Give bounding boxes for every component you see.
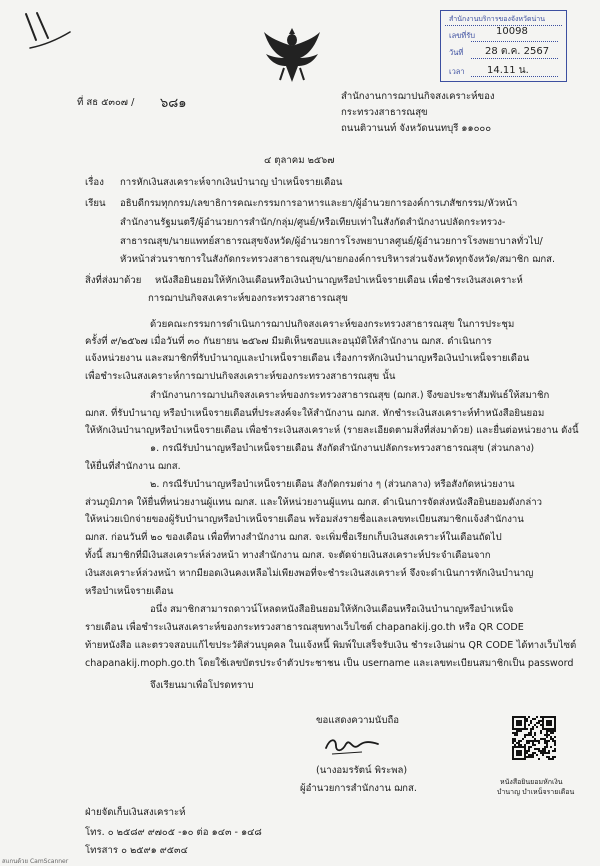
stamp-date-label: วันที่	[449, 48, 464, 57]
p6-line-3: ท้ายหนังสือ และตรวจสอบแก้ไขประวัติส่วนบุคคล ในแจ้งหนี้ พิมพ์ใบเสร็จรับเงิน ชำระเงินผ่าน QR CODE ได้ทางเว็บไซต์	[85, 640, 577, 651]
to-label: เรียน	[85, 198, 106, 209]
fax: โทรสาร ๐ ๒๕๙๑ ๙๕๓๔	[85, 845, 188, 856]
to-line-1: อธิบดีกรมทุกกรม/เลขาธิการคณะกรรมการอาหารและยา/ผู้อำนวยการองค์การเภสัชกรรม/หัวหน้า	[120, 198, 518, 209]
p5-line-3: หรือบำเหน็จรายเดือน	[85, 586, 174, 597]
p4-line-3: ให้หน่วยเบิกจ่ายของผู้รับบำนาญหรือบำเหน็จรายเดือน พร้อมส่งรายชื่อและเลขทะเบียนสมาชิกแจ้งสำนักงาน	[85, 514, 524, 525]
p1-line-4: เพื่อชำระเงินสงเคราะห์การฌาปนกิจสงเคราะห์ของกระทรวงสาธารณสุข นั้น	[85, 371, 396, 382]
qr-caption-line-1: หนังสือยินยอมหักเงิน	[500, 778, 563, 786]
stamp-date: 28 ต.ค. 2567	[485, 46, 550, 57]
closing-request: จึงเรียนมาเพื่อโปรดทราบ	[150, 680, 254, 691]
attachment-line-1: หนังสือยินยอมให้หักเงินเดือนหรือเงินบำนาญหรือบำเหน็จรายเดือน เพื่อชำระเงินสงเคราะห์	[155, 275, 523, 286]
p6-line-4: chapanakij.moph.go.th โดยใช้เลขบัตรประจำตัวประชาชน เป็น username และเลขทะเบียนสมาชิกเป็น password	[85, 658, 574, 669]
p2-line-1: สำนักงานการฌาปนกิจสงเคราะห์ของกระทรวงสาธารณสุข (ฌกส.) จึงขอประชาสัมพันธ์ให้สมาชิก	[150, 390, 550, 401]
p6-line-2: รายเดือน เพื่อชำระเงินสงเคราะห์ของกระทรวงสาธารณสุขทางเว็บไซต์ chapanakij.go.th หรือ QR CODE	[85, 622, 524, 633]
doc-number: ๖๘๑	[160, 96, 187, 111]
attachment-label: สิ่งที่ส่งมาด้วย	[85, 275, 142, 286]
telephone: โทร. ๐ ๒๕๘๙ ๙๗๐๕ -๑๐ ต่อ ๑๔๓ - ๑๔๘	[85, 827, 262, 838]
to-line-2: สำนักงานรัฐมนตรี/ผู้อำนวยการสำนัก/กลุ่ม/ศูนย์/หรือเทียบเท่าในสังกัดสำนักงานปลัดกระทรวง-	[120, 217, 506, 228]
scan-footer: สแกนด้วย CamScanner	[2, 858, 69, 865]
subject-label: เรื่อง	[85, 177, 104, 188]
signer-name: (นางอมรรัตน์ พิระพล)	[316, 765, 408, 776]
p1-line-2: ครั้งที่ ๙/๒๕๖๗ เมื่อวันที่ ๓๐ กันยายน ๒๕๖๗ มีมติเห็นชอบและอนุมัติให้สำนักงาน ฌกส. ดำเนินการ	[85, 336, 492, 347]
p4-line-1: ๒. กรณีรับบำนาญหรือบำเหน็จรายเดือน สังกัดกรมต่าง ๆ (ส่วนกลาง) หรือสังกัดหน่วยงาน	[150, 479, 515, 490]
p3-line-2: ให้ยื่นที่สำนักงาน ฌกส.	[85, 461, 181, 472]
date-line: ๔ ตุลาคม ๒๕๖๗	[264, 155, 335, 166]
p1-line-3: แจ้งหน่วยงาน และสมาชิกที่รับบำนาญและบำเหน็จรายเดือน เรื่องการหักเงินบำนาญหรือเงินบำเหน็จรายเดือน	[85, 353, 530, 364]
subject: การหักเงินสงเคราะห์จากเงินบำนาญ บำเหน็จรายเดือน	[120, 177, 343, 188]
stamp-time: 14.11 น.	[487, 65, 529, 76]
p1-line-1: ด้วยคณะกรรมการดำเนินการฌาปนกิจสงเคราะห์ของกระทรวงสาธารณสุข ในการประชุม	[150, 319, 515, 330]
stamp-office-label: สำนักงานบริการของจังหวัดน่าน	[449, 15, 546, 23]
p4-line-2: ส่วนภูมิภาค ให้ยื่นที่หน่วยงานผู้แทน ฌกส. และให้หน่วยงานผู้แทน ฌกส. ดำเนินการจัดส่งหนังสือยินยอมดังกล่าว	[85, 497, 543, 508]
sender-line-2: กระทรวงสาธารณสุข	[341, 107, 428, 118]
signer-title: ผู้อำนวยการสำนักงาน ฌกส.	[300, 783, 417, 794]
receiving-stamp	[440, 10, 567, 82]
attachment-line-2: การฌาปนกิจสงเคราะห์ของกระทรวงสาธารณสุข	[148, 293, 348, 304]
stamp-time-label: เวลา	[449, 67, 465, 76]
to-line-4: หัวหน้าส่วนราชการในสังกัดกระทรวงสาธารณสุข/นายกองค์การบริหารส่วนจังหวัดทุกจังหวัด/สมาชิก ฌกส.	[120, 254, 556, 265]
p2-line-3: ให้หักเงินบำนาญหรือบำเหน็จรายเดือน เพื่อชำระเงินสงเคราะห์ (รายละเอียดตามสิ่งที่ส่งมาด้วย) และยื่นต่อหน่วยงาน ดังนี้	[85, 425, 579, 436]
p5-line-1: ทั้งนี้ สมาชิกที่มีเงินสงเคราะห์ล่วงหน้า ทางสำนักงาน ฌกส. จะตัดจ่ายเงินสงเคราะห์ประจำเดือนจาก	[85, 550, 491, 561]
stamp-rec-no-label: เลขที่รับ	[449, 31, 476, 40]
garuda-emblem	[262, 24, 322, 86]
sender-line-1: สำนักงานการฌาปนกิจสงเคราะห์ของ	[341, 91, 495, 102]
sender-line-3: ถนนติวานนท์ จังหวัดนนทบุรี ๑๑๐๐๐	[341, 123, 492, 134]
qr-caption-line-2: บำนาญ บำเหน็จรายเดือน	[497, 788, 575, 796]
p2-line-2: ฌกส. ที่รับบำนาญ หรือบำเหน็จรายเดือนที่ประสงค์จะให้สำนักงาน ฌกส. หักชำระเงินสงเคราะห์ทำหนังสือยินยอม	[85, 408, 545, 419]
handwritten-mark	[22, 10, 72, 50]
p4-line-4: ฌกส. ก่อนวันที่ ๒๐ ของเดือน เพื่อที่ทางสำนักงาน ฌกส. จะเพิ่มชื่อเรียกเก็บเงินสงเคราะห์ในเดือนถัดไป	[85, 532, 502, 543]
p5-line-2: เงินสงเคราะห์ล่วงหน้า หากมียอดเงินคงเหลือไม่เพียงพอที่จะชำระเงินสงเคราะห์ จึงจะดำเนินการหักเงินบำนาญ	[85, 568, 534, 579]
p3-line-1: ๑. กรณีรับบำนาญหรือบำเหน็จรายเดือน สังกัดสำนักงานปลัดกระทรวงสาธารณสุข (ส่วนกลาง)	[150, 443, 535, 454]
department: ฝ่ายจัดเก็บเงินสงเคราะห์	[85, 807, 186, 818]
p6-line-1: อนึ่ง สมาชิกสามารถดาวน์โหลดหนังสือยินยอมให้หักเงินเดือนหรือเงินบำนาญหรือบำเหน็จ	[150, 604, 514, 615]
stamp-rec-no: 10098	[496, 26, 528, 37]
doc-number-prefix: ที่ สธ ๕๓๐๗ /	[77, 97, 135, 108]
to-line-3: สาธารณสุข/นายแพทย์สาธารณสุขจังหวัด/ผู้อำนวยการโรงพยาบาลศูนย์/ผู้อำนวยการโรงพยาบาลทั่วไป/	[120, 236, 543, 247]
qr-code[interactable]	[512, 716, 556, 760]
closing-greeting: ขอแสดงความนับถือ	[316, 715, 400, 726]
signature-image	[322, 732, 382, 758]
